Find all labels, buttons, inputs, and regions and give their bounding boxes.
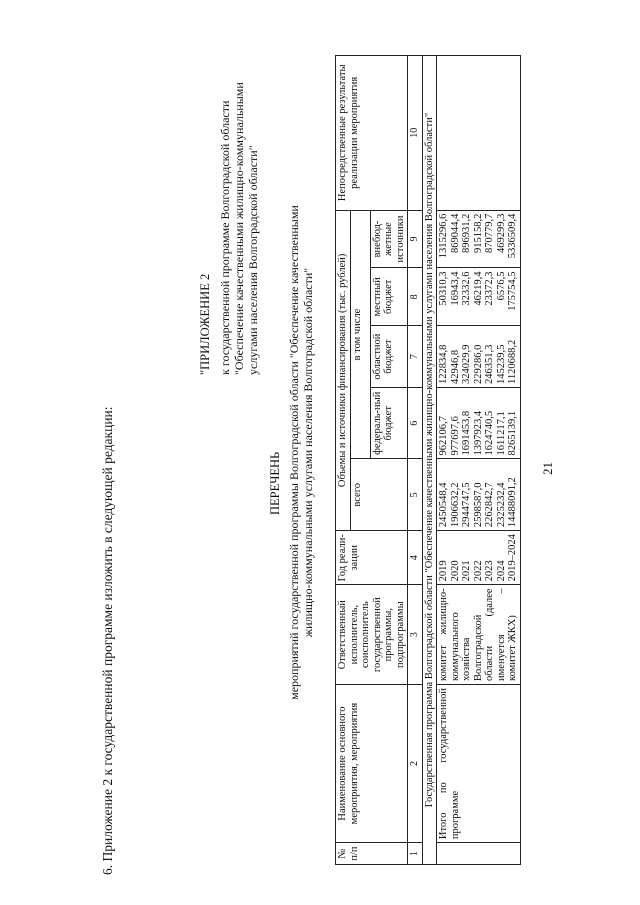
total-value: 14488091,2 [507, 477, 518, 528]
column-number: 1 [408, 843, 423, 865]
col-header-year: Год реали-зации [336, 531, 408, 585]
total-value: 2944747,5 [461, 482, 472, 528]
local-value: 46219,4 [472, 271, 484, 306]
row-federal-cell [437, 387, 521, 459]
column-number: 10 [408, 56, 423, 211]
year-value: 2019 [438, 560, 449, 582]
appendix-reference [218, 75, 260, 375]
local-value: 50310,3 [438, 271, 449, 306]
federal-value: 1611217,1 [495, 411, 507, 456]
col-header-name: Наименование основного мероприятия, мероприятия [336, 684, 408, 842]
list-title: ПЕРЕЧЕНЬ [268, 451, 282, 515]
extra-value: 896931,2 [461, 213, 472, 253]
col-header-executor: Ответственный исполнитель, соисполнитель государственной программы, подпрограммы [336, 585, 408, 685]
col-header-local: местный бюджет [370, 268, 408, 326]
intro-text: 6. Приложение 2 к государственной программе изложить в следующей редакции: [100, 406, 115, 875]
regional-value: 246351,3 [484, 344, 495, 384]
column-number: 7 [408, 326, 423, 388]
appendix-ref-line: "Обеспечение качественными жилищно-коммунальными [232, 82, 246, 375]
federal-value: 8265139,1 [507, 410, 518, 456]
federal-value: 962106,7 [438, 416, 449, 456]
section-title: Государственная программа Волгоградской области "Обеспечение качественными жилищно-коммунальными услугами населения Волгоградской области" [422, 56, 437, 865]
col-header-regional: областной бюджет [370, 326, 408, 388]
section-row [422, 56, 437, 865]
federal-value: 977697,6 [449, 416, 461, 456]
federal-value: 1624740,5 [484, 410, 495, 456]
regional-value: 1120688,2 [507, 339, 518, 384]
appendix-ref-line: к государственной программе Волгоградской области [218, 100, 232, 375]
col-header-num: № п/п [336, 843, 408, 865]
extra-value: 915158,2 [472, 213, 484, 253]
extra-value: 870779,7 [484, 213, 495, 253]
local-value: 175754,5 [507, 271, 518, 311]
regional-value: 324029,9 [461, 344, 472, 384]
col-header-including: в том числе [350, 210, 370, 459]
column-number: 3 [408, 585, 423, 685]
year-value: 2023 [484, 560, 495, 582]
regional-value: 229286,0 [472, 344, 484, 384]
column-number: 4 [408, 531, 423, 585]
col-header-federal: федераль-ный бюджет [370, 387, 408, 459]
federal-value: 1691453,8 [461, 410, 472, 456]
col-header-financing: Объемы и источники финансирования (тыс. рублей) [336, 210, 351, 531]
regional-value: 42946,8 [449, 349, 461, 384]
row-years-cell [437, 531, 521, 585]
column-number: 2 [408, 684, 423, 842]
year-value: 2024 [495, 560, 507, 582]
total-value: 2450548,4 [438, 482, 449, 528]
row-extra-cell [437, 210, 521, 268]
extra-value: 469299,3 [495, 213, 507, 253]
local-value: 23372,3 [484, 271, 495, 306]
regional-value: 122834,8 [438, 344, 449, 384]
year-value: 2019–2024 [507, 534, 518, 582]
row-num-cell [437, 843, 521, 865]
row-regional-cell [437, 326, 521, 388]
appendix-ref-line: услугами населения Волгоградской области" [246, 145, 260, 375]
col-header-results: Непосредственные результаты реализации мероприятия [336, 56, 408, 211]
year-value: 2021 [461, 560, 472, 582]
total-value: 2262842,7 [484, 482, 495, 528]
measures-table [335, 55, 521, 865]
extra-value: 1315296,6 [438, 213, 449, 259]
local-value: 6576,5 [495, 271, 507, 301]
header-row [336, 56, 351, 865]
row-total-cell [437, 459, 521, 531]
local-value: 32332,6 [461, 271, 472, 306]
column-number: 6 [408, 387, 423, 459]
column-number: 8 [408, 268, 423, 326]
federal-value: 1397923,4 [472, 410, 484, 456]
year-value: 2022 [472, 560, 484, 582]
col-header-total: всего [350, 459, 408, 531]
row-local-cell [437, 268, 521, 326]
local-value: 16943,4 [449, 271, 461, 306]
total-value: 2325232,4 [495, 482, 507, 528]
list-subtitle: мероприятий государственной программы Волгоградской области "Обеспечение качественными жилищно-коммунальными услугами населения Волгоградской области" [287, 205, 315, 700]
row-results-cell [437, 56, 521, 211]
page-number: 21 [540, 462, 555, 475]
column-number: 9 [408, 210, 423, 268]
regional-value: 145239,5 [495, 344, 507, 384]
table-row [437, 56, 521, 865]
col-header-extra: внебюд-жетные источники [370, 210, 408, 268]
row-name-cell: Итого по государственной программе [437, 684, 521, 842]
extra-value: 869044,4 [449, 213, 461, 253]
column-numbers-row [408, 56, 423, 865]
row-executor-cell: комитет жилищно-коммунального хозяйства Волгоградской области (далее именуется – комитет ЖКХ) [437, 585, 521, 685]
total-value: 1906632,2 [449, 482, 461, 528]
year-value: 2020 [449, 560, 461, 582]
extra-value: 5336509,4 [507, 213, 518, 259]
column-number: 5 [408, 459, 423, 531]
total-value: 2598587,0 [472, 482, 484, 528]
appendix-title: "ПРИЛОЖЕНИЕ 2 [198, 273, 212, 375]
